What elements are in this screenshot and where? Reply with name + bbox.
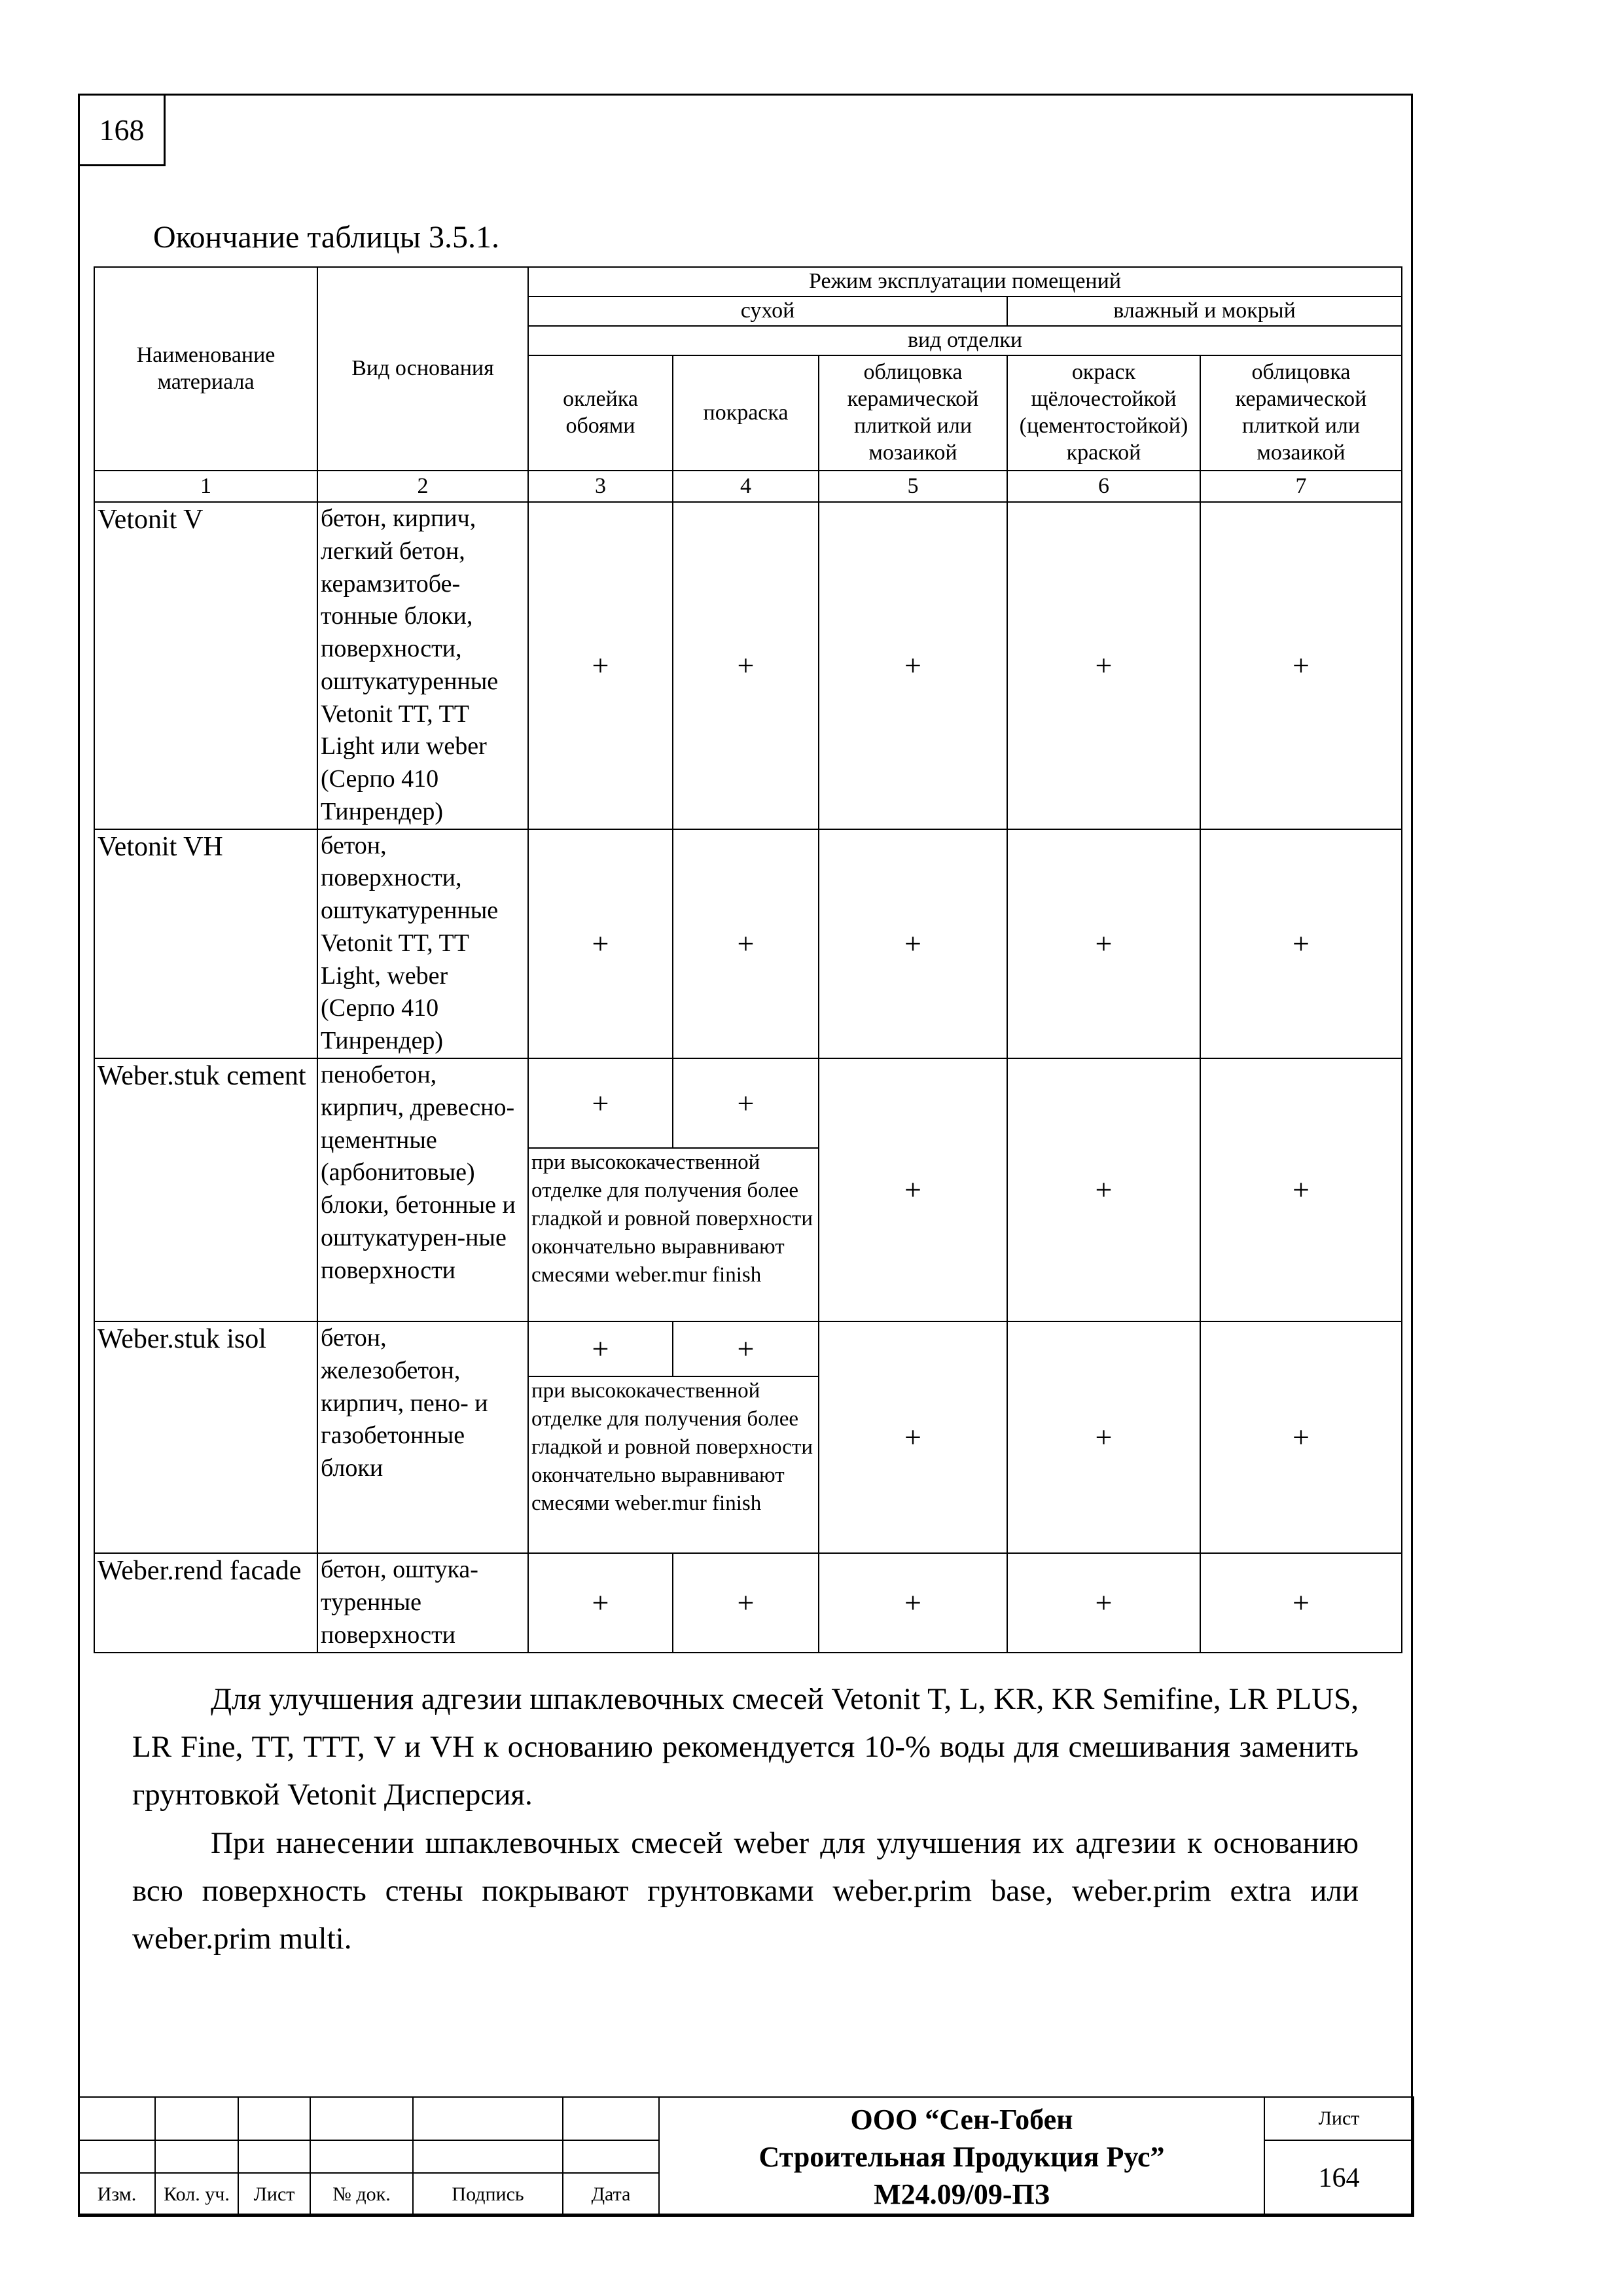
mark-cell: + [673, 829, 819, 1058]
mark-cell: + [1200, 502, 1402, 829]
mark-cell: + [819, 829, 1007, 1058]
header-wet: влажный и мокрый [1007, 296, 1402, 326]
mark-cell: + [1200, 1321, 1402, 1553]
mark-cell: + [1200, 1553, 1402, 1653]
table-row [94, 1553, 1402, 1653]
stamp-cell [413, 2140, 563, 2173]
mark-cell: + [1007, 1553, 1200, 1653]
finish-note: при высококачественной отделке для получения более гладкой и ровной поверхности окончательно выравнивают смесями weber.mur finish [528, 1148, 819, 1321]
sheet-number: 164 [1264, 2140, 1414, 2216]
mark-cell: + [819, 502, 1007, 829]
material-name: Weber.rend facade [94, 1553, 317, 1653]
stamp-cell [238, 2097, 310, 2140]
stamp-label-doc-number: № док. [310, 2173, 413, 2216]
mark-cell: + [528, 502, 673, 829]
materials-table [94, 266, 1402, 1653]
table-row [94, 1058, 1402, 1148]
column-number: 1 [94, 471, 317, 502]
stamp-cell [155, 2097, 238, 2140]
paragraph-vetonit: Для улучшения адгезии шпаклевочных смесей Vetonit T, L, KR, KR Semifine, LR PLUS, LR Fine, TT, TTT, V и VH к основанию рекомендуется 10-% воды для смешивания заменить грунтовкой Vetonit Дисперсия. [132, 1682, 1359, 1812]
stamp-cell [310, 2140, 413, 2173]
column-number: 5 [819, 471, 1007, 502]
base-type: бетон, поверхности, оштукатуренные Vetonit TT, TT Light, weber (Серпо 410 Тинрендер) [317, 829, 528, 1058]
mark-cell: + [1007, 1321, 1200, 1553]
mark-cell: + [819, 1321, 1007, 1553]
stamp-cell [563, 2097, 659, 2140]
table-row [94, 1321, 1402, 1376]
header-finish-type: вид отделки [528, 326, 1402, 355]
stamp-cell [238, 2140, 310, 2173]
mark-cell: + [1007, 829, 1200, 1058]
header-finish-tile-dry: облицовка керамической плиткой или мозаикой [819, 355, 1007, 471]
mark-cell: + [673, 502, 819, 829]
material-name: Vetonit V [94, 502, 317, 829]
mark-cell: + [673, 1553, 819, 1653]
base-type: бетон, кирпич, легкий бетон, керамзитобе-тонные блоки, поверхности, оштукатуренные Vetonit TT, TT Light или weber (Серпо 410 Тинрендер) [317, 502, 528, 829]
table-row [94, 829, 1402, 1058]
page-number: 168 [78, 94, 166, 166]
mark-cell: + [819, 1553, 1007, 1653]
column-number: 6 [1007, 471, 1200, 502]
mark-cell: + [528, 1321, 673, 1376]
table-caption: Окончание таблицы 3.5.1. [153, 220, 500, 255]
header-finish-paint: покраска [673, 355, 819, 471]
column-number: 2 [317, 471, 528, 502]
organization-name-line1: ООО “Сен-Гобен [850, 2103, 1073, 2136]
stamp-label-sheet: Лист [238, 2173, 310, 2216]
material-name: Vetonit VH [94, 829, 317, 1058]
stamp-cell [79, 2097, 155, 2140]
header-finish-tile-wet: облицовка керамической плиткой или мозаикой [1200, 355, 1402, 471]
mark-cell: + [673, 1058, 819, 1148]
document-code: М24.09/09-ПЗ [874, 2178, 1050, 2210]
header-material: Наименование материала [94, 267, 317, 471]
column-number: 3 [528, 471, 673, 502]
mark-cell: + [819, 1058, 1007, 1321]
material-name: Weber.stuk cement [94, 1058, 317, 1321]
mark-cell: + [1200, 1058, 1402, 1321]
stamp-label-signature: Подпись [413, 2173, 563, 2216]
organization-name-line2: Строительная Продукция Рус” [758, 2140, 1165, 2173]
mark-cell: + [673, 1321, 819, 1376]
header-finish-alkali-paint: окраск щёлочестойкой (цементостойкой) краской [1007, 355, 1200, 471]
header-dry: сухой [528, 296, 1007, 326]
table-row [94, 502, 1402, 829]
mark-cell: + [1200, 829, 1402, 1058]
stamp-cell [563, 2140, 659, 2173]
header-base: Вид основания [317, 267, 528, 471]
stamp-label-quantity: Кол. уч. [155, 2173, 238, 2216]
header-mode: Режим эксплуатации помещений [528, 267, 1402, 296]
title-block [78, 2096, 1414, 2217]
mark-cell: + [528, 829, 673, 1058]
column-number: 7 [1200, 471, 1402, 502]
mark-cell: + [528, 1058, 673, 1148]
material-name: Weber.stuk isol [94, 1321, 317, 1553]
stamp-cell [310, 2097, 413, 2140]
paragraph-weber: При нанесении шпаклевочных смесей weber для улучшения их адгезии к основанию всю поверхность стены покрывают грунтовками weber.prim base, weber.prim extra или weber.prim multi. [132, 1826, 1359, 1956]
stamp-cell [79, 2140, 155, 2173]
stamp-cell [155, 2140, 238, 2173]
stamp-cell [413, 2097, 563, 2140]
stamp-label-change: Изм. [79, 2173, 155, 2216]
column-number: 4 [673, 471, 819, 502]
finish-note: при высококачественной отделке для получения более гладкой и ровной поверхности окончательно выравнивают смесями weber.mur finish [528, 1376, 819, 1553]
header-finish-wallpaper: оклейка обоями [528, 355, 673, 471]
mark-cell: + [1007, 1058, 1200, 1321]
sheet-label: Лист [1264, 2097, 1414, 2140]
base-type: бетон, оштука-туренные поверхности [317, 1553, 528, 1653]
mark-cell: + [1007, 502, 1200, 829]
stamp-label-date: Дата [563, 2173, 659, 2216]
mark-cell: + [528, 1553, 673, 1653]
base-type: пенобетон, кирпич, древесно-цементные (арбонитовые) блоки, бетонные и оштукатурен-ные поверхности [317, 1058, 528, 1321]
organization-block [659, 2097, 1264, 2216]
base-type: бетон, железобетон, кирпич, пено- и газобетонные блоки [317, 1321, 528, 1553]
